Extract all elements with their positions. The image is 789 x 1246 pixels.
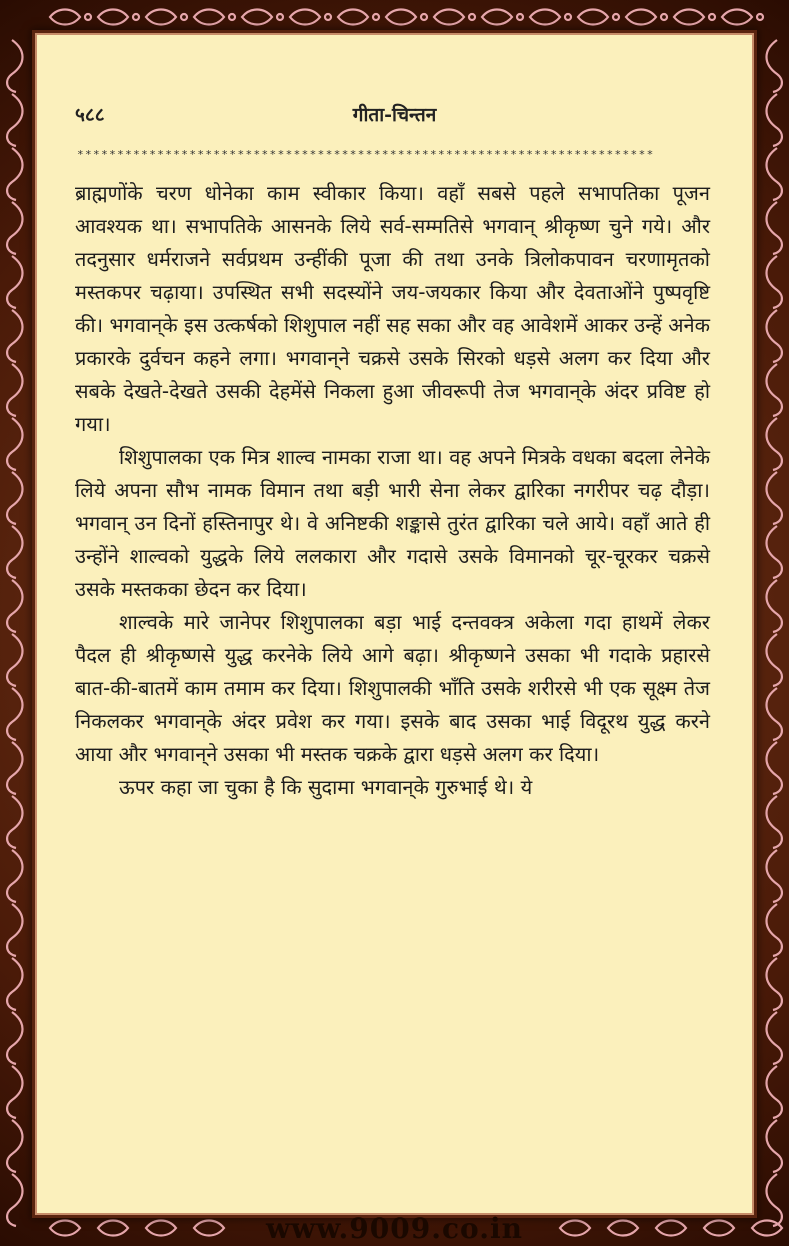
border-ornament (7, 1120, 22, 1172)
border-ornament (709, 14, 715, 20)
border-ornament (674, 10, 704, 25)
border-ornament (421, 14, 427, 20)
border-ornament (757, 14, 763, 20)
website-url[interactable]: www.9009.co.in (266, 1212, 523, 1245)
border-ornament (517, 14, 523, 20)
border-ornament (613, 14, 619, 20)
border-ornament (469, 14, 475, 20)
border-ornament (767, 958, 782, 1010)
border-ornament (7, 202, 22, 254)
border-ornament (434, 10, 464, 25)
footer (0, 1212, 789, 1246)
border-ornament (767, 472, 782, 524)
border-ornament (7, 364, 22, 416)
border-ornament (85, 14, 91, 20)
border-ornament (7, 796, 22, 848)
border-ornament (767, 904, 782, 956)
border-ornament (338, 10, 368, 25)
border-ornament (50, 10, 80, 25)
border-ornament (7, 148, 22, 200)
border-ornament (767, 256, 782, 308)
border-ornament (767, 688, 782, 740)
border-ornament (767, 40, 782, 92)
page-header (37, 101, 752, 131)
border-ornament (767, 1120, 782, 1172)
border-ornament (767, 202, 782, 254)
border-ornament (767, 148, 782, 200)
border-ornament (767, 418, 782, 470)
border-ornament (7, 904, 22, 956)
border-ornament (767, 310, 782, 362)
border-ornament (7, 634, 22, 686)
border-ornament (146, 10, 176, 25)
border-ornament (530, 10, 560, 25)
border-ornament (722, 10, 752, 25)
border-ornament (229, 14, 235, 20)
border-ornament (7, 40, 22, 92)
border-ornament (290, 10, 320, 25)
border-ornament (194, 10, 224, 25)
border-ornament (767, 580, 782, 632)
border-ornament (7, 256, 22, 308)
border-ornament (7, 1012, 22, 1064)
border-ornament (7, 1066, 22, 1118)
border-ornament (767, 1012, 782, 1064)
border-ornament (133, 14, 139, 20)
border-ornament (7, 688, 22, 740)
paragraph-3: शाल्वके मारे जानेपर शिशुपालका बड़ा भाई दन्तवक्त्र अकेला गदा हाथमें लेकर पैदल ही श्रीकृष्णसे युद्ध करनेके लिये आगे बढ़ा। श्रीकृष्णने उसका भी गदाके प्रहारसे बात-की-बातमें काम तमाम कर दिया। शिशुपालकी भाँति उसके शरीरसे भी एक सूक्ष्म तेज निकलकर भगवान्‌के अंदर प्रवेश कर गया। इसके बाद उसका भाई विदूरथ युद्ध करने आया और भगवान्‌ने उसका भी मस्तक चक्रके द्वारा धड़से अलग कर दिया। (75, 610, 710, 766)
page-body (75, 177, 710, 804)
border-ornament (7, 472, 22, 524)
border-ornament (7, 580, 22, 632)
book-page (37, 35, 752, 1213)
border-ornament (767, 796, 782, 848)
border-ornament (482, 10, 512, 25)
border-ornament (767, 742, 782, 794)
border-ornament (767, 526, 782, 578)
border-ornament (661, 14, 667, 20)
border-ornament (373, 14, 379, 20)
header-divider: ************************************************************************ (77, 149, 655, 161)
border-ornament (7, 94, 22, 146)
border-ornament (7, 310, 22, 362)
border-ornament (7, 526, 22, 578)
border-ornament (325, 14, 331, 20)
border-ornament (767, 634, 782, 686)
border-ornament (7, 742, 22, 794)
border-ornament (386, 10, 416, 25)
paragraph-1: ब्राह्मणोंके चरण धोनेका काम स्वीकार किया। वहाँ सबसे पहले सभापतिका पूजन आवश्यक था। सभापतिके आसनके लिये सर्व-सम्मतिसे भगवान् श्रीकृष्ण चुने गये। और तदनुसार धर्मराजने सर्वप्रथम उन्हींकी पूजा की तथा उनके त्रिलोकपावन चरणामृतको मस्तकपर चढ़ाया। उपस्थित सभी सदस्योंने जय-जयकार किया और देवताओंने पुष्पवृष्टि की। भगवान्‌के इस उत्कर्षको शिशुपाल नहीं सह सका और वह आवेशमें आकर उन्हें अनेक प्रकारके दुर्वचन कहने लगा। भगवान्‌ने चक्रसे उसके सिरको धड़से अलग कर दिया और सबके देखते-देखते उसकी देहमेंसे निकला हुआ जीवरूपी तेज भगवान्‌के अंदर प्रविष्ट हो गया। (75, 181, 710, 436)
page-number: ५८८ (75, 104, 105, 126)
border-ornament (578, 10, 608, 25)
border-ornament (242, 10, 272, 25)
border-ornament (767, 94, 782, 146)
border-ornament (7, 850, 22, 902)
border-ornament (767, 1066, 782, 1118)
paragraph-4: ऊपर कहा जा चुका है कि सुदामा भगवान्‌के गुरुभाई थे। ये (119, 775, 533, 799)
border-ornament (7, 418, 22, 470)
border-ornament (181, 14, 187, 20)
border-ornament (277, 14, 283, 20)
border-ornament (626, 10, 656, 25)
border-ornament (767, 364, 782, 416)
paragraph-2: शिशुपालका एक मित्र शाल्व नामका राजा था। वह अपने मित्रके वधका बदला लेनेके लिये अपना सौभ नामक विमान तथा बड़ी भारी सेना लेकर द्वारिका नगरीपर चढ़ दौड़ा। भगवान् उन दिनों हस्तिनापुर थे। वे अनिष्टकी शङ्कासे तुरंत द्वारिका चले आये। वहाँ आते ही उन्होंने शाल्वको युद्धके लिये ललकारा और गदासे उसके विमानको चूर-चूरकर चक्रसे उसके मस्तकका छेदन कर दिया। (75, 445, 710, 601)
border-ornament (98, 10, 128, 25)
border-ornament (767, 850, 782, 902)
page-title: गीता-चिन्तन (352, 104, 437, 126)
border-ornament (565, 14, 571, 20)
border-ornament (7, 958, 22, 1010)
